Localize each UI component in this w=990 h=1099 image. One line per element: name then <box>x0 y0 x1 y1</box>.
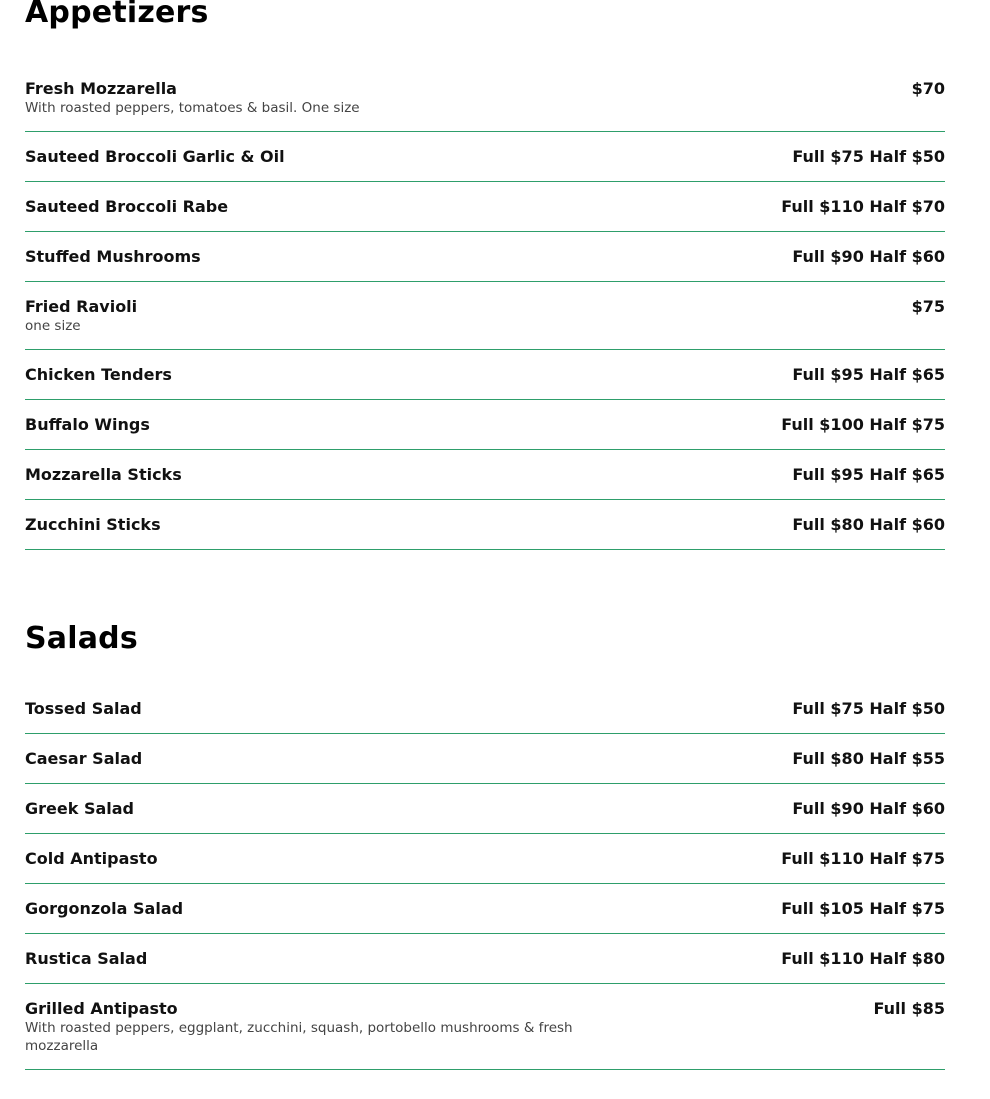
item-name: Rustica Salad <box>25 949 148 968</box>
item-info <box>25 1000 585 1055</box>
item-name: Tossed Salad <box>25 699 142 718</box>
menu-item[interactable] <box>25 500 945 550</box>
item-price: Full $105 Half $75 <box>781 899 945 918</box>
item-name: Fresh Mozzarella <box>25 79 177 98</box>
item-description: With roasted peppers, tomatoes & basil. One size <box>25 100 360 116</box>
salads-list <box>25 700 945 1070</box>
section-title-appetizers: Appetizers <box>25 0 209 30</box>
menu-item[interactable] <box>25 884 945 934</box>
item-info <box>25 750 585 768</box>
item-name: Chicken Tenders <box>25 365 172 384</box>
menu-item[interactable] <box>25 934 945 984</box>
menu-item[interactable] <box>25 784 945 834</box>
menu-item[interactable] <box>25 450 945 500</box>
item-price: Full $95 Half $65 <box>792 465 945 484</box>
item-info <box>25 298 585 335</box>
item-price: Full $95 Half $65 <box>792 365 945 384</box>
item-info <box>25 950 585 968</box>
item-price: Full $90 Half $60 <box>792 799 945 818</box>
item-name: Buffalo Wings <box>25 415 150 434</box>
item-price: Full $90 Half $60 <box>792 247 945 266</box>
menu-item[interactable] <box>25 350 945 400</box>
menu <box>25 0 945 1070</box>
item-price: $75 <box>911 297 945 316</box>
item-price: Full $80 Half $60 <box>792 515 945 534</box>
item-info <box>25 416 585 434</box>
item-info <box>25 148 585 166</box>
item-description: one size <box>25 318 81 334</box>
item-info <box>25 900 585 918</box>
menu-item[interactable] <box>25 80 945 132</box>
item-price: Full $85 <box>873 999 945 1018</box>
item-price: $70 <box>911 79 945 98</box>
item-name: Caesar Salad <box>25 749 143 768</box>
item-name: Cold Antipasto <box>25 849 158 868</box>
item-description: With roasted peppers, eggplant, zucchini, squash, portobello mushrooms & fresh mozzarella <box>25 1020 573 1054</box>
item-info <box>25 466 585 484</box>
item-info <box>25 366 585 384</box>
item-price: Full $75 Half $50 <box>792 147 945 166</box>
menu-item[interactable] <box>25 700 945 734</box>
item-info <box>25 850 585 868</box>
item-name: Gorgonzola Salad <box>25 899 184 918</box>
item-price: Full $110 Half $70 <box>781 197 945 216</box>
menu-item[interactable] <box>25 182 945 232</box>
item-info <box>25 80 585 117</box>
menu-item[interactable] <box>25 232 945 282</box>
item-name: Grilled Antipasto <box>25 999 178 1018</box>
item-name: Sauteed Broccoli Garlic & Oil <box>25 147 285 166</box>
menu-item[interactable] <box>25 282 945 350</box>
item-info <box>25 516 585 534</box>
item-name: Stuffed Mushrooms <box>25 247 201 266</box>
menu-item[interactable] <box>25 734 945 784</box>
menu-item[interactable] <box>25 400 945 450</box>
item-price: Full $110 Half $80 <box>781 949 945 968</box>
menu-item[interactable] <box>25 834 945 884</box>
item-price: Full $100 Half $75 <box>781 415 945 434</box>
item-name: Fried Ravioli <box>25 297 138 316</box>
item-price: Full $75 Half $50 <box>792 699 945 718</box>
item-name: Zucchini Sticks <box>25 515 161 534</box>
menu-item[interactable] <box>25 984 945 1070</box>
item-price: Full $110 Half $75 <box>781 849 945 868</box>
appetizers-list <box>25 80 945 550</box>
item-name: Mozzarella Sticks <box>25 465 182 484</box>
item-info <box>25 700 585 718</box>
item-info <box>25 248 585 266</box>
item-info <box>25 198 585 216</box>
item-name: Sauteed Broccoli Rabe <box>25 197 229 216</box>
item-price: Full $80 Half $55 <box>792 749 945 768</box>
item-info <box>25 800 585 818</box>
menu-item[interactable] <box>25 132 945 182</box>
section-title-salads: Salads <box>25 621 138 656</box>
item-name: Greek Salad <box>25 799 134 818</box>
